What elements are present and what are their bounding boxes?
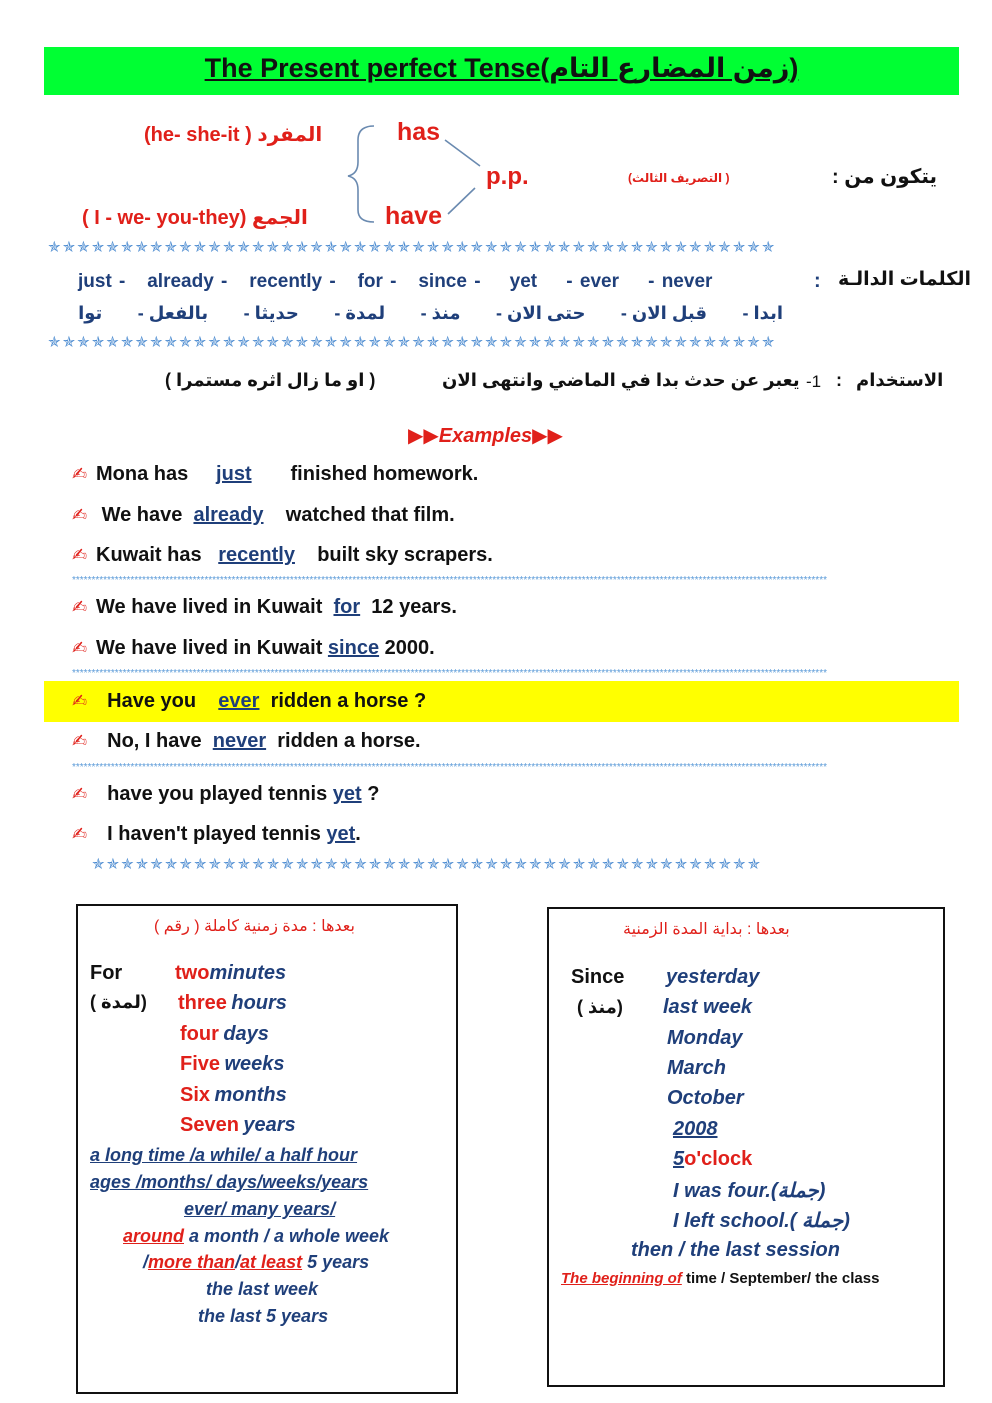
example-keyword: recently	[218, 544, 295, 566]
examples-heading: ▶▶Examples▶▶	[408, 425, 563, 447]
example-row-never	[72, 730, 421, 753]
for-item	[180, 1114, 296, 1137]
for-item-num: three	[178, 992, 227, 1014]
since-word-ar: ( منذ)	[577, 997, 623, 1017]
for-item	[175, 962, 286, 985]
for-item-unit: days	[223, 1023, 269, 1045]
signal-words-label: الكلمات الدالـة	[838, 269, 971, 290]
singular-pronouns	[144, 122, 322, 147]
sw-yet: yet	[509, 271, 538, 292]
for-item-num: two	[175, 962, 210, 984]
slash: /	[235, 1252, 241, 1272]
signal-words-ar	[78, 303, 783, 324]
plural-pronouns	[82, 205, 308, 230]
five-number: 5	[673, 1148, 685, 1170]
star-divider-2: ✯✯✯✯✯✯✯✯✯✯✯✯✯✯✯✯✯✯✯✯✯✯✯✯✯✯✯✯✯✯✯✯✯✯✯✯✯✯✯✯✯✯✯✯✯✯✯✯✯✯	[48, 334, 777, 351]
arrow-line-has	[445, 140, 480, 166]
for-line-4	[123, 1226, 389, 1247]
since-item-year: 2008	[673, 1118, 718, 1140]
example-text: ridden a horse.	[277, 730, 421, 752]
have-word: have	[385, 202, 442, 230]
since-item-monday: Monday	[667, 1027, 743, 1049]
since-box	[547, 907, 945, 1387]
example-keyword: already	[193, 504, 264, 526]
usage-colon: :	[836, 370, 842, 390]
for-item-num: Six	[180, 1084, 211, 1106]
since-item-oclock	[673, 1148, 752, 1171]
for-line-6: the last week	[206, 1279, 319, 1299]
since-item-october: October	[667, 1087, 744, 1109]
for-item-unit: minutes	[209, 962, 287, 984]
pen-icon: ✍	[72, 545, 88, 565]
arrow-line-have	[448, 188, 475, 214]
for-box-header: بعدها : مدة زمنية كاملة ( رقم )	[154, 918, 355, 935]
pen-icon: ✍	[72, 597, 88, 617]
example-keyword: never	[212, 730, 267, 752]
example-keyword: just	[216, 463, 252, 485]
usage-number: -1	[806, 372, 822, 391]
sw-for: for -	[357, 271, 397, 292]
pen-icon: ✍	[72, 464, 88, 484]
usage-text: يعبر عن حدث بدا في الماضي وانتهى الان	[442, 370, 800, 390]
slash: /	[143, 1252, 149, 1272]
third-form-label: (التصريف الثالث )	[628, 171, 730, 185]
sw-ar-hatta: حتى الان -	[495, 303, 586, 323]
page-title: The Present perfect Tense(زمن المضارع التام)	[204, 53, 799, 83]
for-item	[180, 1023, 269, 1046]
for-line-7: the last 5 years	[198, 1306, 329, 1326]
sentence-text: I left school.	[673, 1210, 790, 1232]
example-keyword: ever	[218, 690, 260, 712]
plural-en: ( I - we- you-they)	[82, 207, 247, 229]
for-item-num: Five	[180, 1053, 221, 1075]
for-item	[180, 1084, 287, 1107]
example-text: We have	[101, 504, 183, 526]
since-sentence-2	[673, 1208, 850, 1233]
for-line-1: a long time /a while/ a half hour	[90, 1145, 358, 1165]
example-text: No, I have	[107, 730, 202, 752]
for-line-4-rest: a month / a whole week	[184, 1226, 390, 1246]
example-text: watched that film.	[285, 504, 455, 526]
example-text: .	[355, 823, 361, 845]
pen-icon: ✍	[72, 824, 88, 844]
sw-since: since -	[418, 271, 481, 292]
sentence-ar-label: (جملة)	[770, 1180, 826, 1202]
since-box-header: بعدها : بداية المدة الزمنية	[623, 921, 790, 938]
sw-already: already -	[147, 271, 228, 292]
for-item-unit: years	[243, 1114, 296, 1136]
example-text: We have lived in Kuwait	[96, 637, 323, 659]
for-item-num: four	[180, 1023, 219, 1045]
example-row-yet-negative	[72, 823, 361, 846]
example-keyword: yet	[332, 783, 362, 805]
sw-ar-hadeethan: حديثا -	[243, 303, 299, 323]
for-word: For	[90, 962, 123, 984]
example-row-recently	[72, 544, 493, 567]
example-text: 2000.	[384, 637, 435, 659]
star-divider-1: ✯✯✯✯✯✯✯✯✯✯✯✯✯✯✯✯✯✯✯✯✯✯✯✯✯✯✯✯✯✯✯✯✯✯✯✯✯✯✯✯✯✯✯✯✯✯✯✯✯✯	[48, 239, 777, 256]
sentence-text: I was four.	[673, 1180, 771, 1202]
usage-label: الاستخدام	[856, 370, 944, 390]
example-text: Have you	[107, 690, 197, 712]
beginning-rest: time / September/ the class	[681, 1270, 880, 1287]
example-row-ever	[72, 690, 426, 713]
for-item-unit: months	[214, 1084, 287, 1106]
example-row-for	[72, 596, 457, 619]
dot-divider-2: **************************************************************************************************************************************************************************************************	[72, 668, 827, 679]
signal-colon: :	[814, 270, 821, 292]
sw-ar-limuddat: لمدة -	[334, 303, 386, 323]
since-item-last-week: last week	[663, 996, 752, 1018]
more-than-word: more than	[148, 1252, 236, 1272]
example-row-since	[72, 637, 435, 660]
example-row-yet-question	[72, 783, 379, 806]
pen-icon: ✍	[72, 691, 88, 711]
since-item-yesterday: yesterday	[666, 966, 760, 988]
example-text: ?	[367, 783, 380, 805]
since-item-march: March	[667, 1057, 726, 1079]
for-item-unit: weeks	[224, 1053, 285, 1075]
sw-ever: - ever	[566, 271, 619, 292]
for-item	[178, 992, 287, 1015]
for-box	[76, 904, 458, 1394]
example-text: finished homework.	[290, 463, 479, 485]
dot-divider-3: **************************************************************************************************************************************************************************************************	[72, 762, 827, 773]
example-text: have you played tennis	[107, 783, 328, 805]
for-word-ar: ( لمدة)	[90, 992, 147, 1012]
dot-divider-1: **************************************************************************************************************************************************************************************************	[72, 575, 827, 586]
example-keyword: for	[333, 596, 361, 618]
oclock-word: o'clock	[684, 1148, 753, 1170]
for-line-5	[143, 1252, 369, 1273]
since-sentence-1	[673, 1178, 825, 1203]
example-keyword: since	[327, 637, 380, 659]
since-then: then / the last session	[631, 1239, 840, 1261]
example-text: Mona has	[96, 463, 189, 485]
example-row-already	[72, 504, 455, 527]
signal-words-en	[78, 271, 712, 293]
pen-icon: ✍	[72, 784, 88, 804]
around-word: around	[123, 1226, 184, 1246]
for-item	[180, 1053, 285, 1076]
at-least-word: at least	[240, 1252, 303, 1272]
sw-recently: recently -	[249, 271, 336, 292]
example-keyword: yet	[326, 823, 356, 845]
sw-never: - never	[648, 271, 713, 292]
example-text: I haven't played tennis	[107, 823, 321, 845]
beginning-of: The beginning of	[561, 1270, 682, 1287]
sw-just: just -	[78, 271, 126, 292]
example-text: We have lived in Kuwait	[96, 596, 323, 618]
usage-note: ( او ما زال اثره مستمرا )	[165, 370, 376, 390]
for-line-3: ever/ many years/	[184, 1199, 336, 1219]
has-word: has	[397, 118, 441, 146]
five-years: 5 years	[302, 1252, 370, 1272]
sw-ar-bilfil: بالفعل -	[137, 303, 209, 323]
sentence-ar-label: ( جملة)	[789, 1210, 850, 1232]
sw-ar-tawwan: توا	[78, 303, 103, 323]
consists-of-label: يتكون من :	[832, 166, 938, 188]
example-row-just	[72, 463, 478, 486]
sw-ar-mundhu: منذ -	[420, 303, 461, 323]
since-word: Since	[571, 966, 625, 988]
pen-icon: ✍	[72, 638, 88, 658]
pp-word: p.p.	[486, 163, 529, 190]
singular-ar: المفرد	[257, 124, 323, 146]
curly-brace	[348, 126, 374, 222]
sw-ar-abadan: ابدا -	[742, 303, 783, 323]
for-item-unit: hours	[231, 992, 287, 1014]
title-bar	[44, 47, 959, 95]
for-line-2: ages /months/ days/weeks/years	[90, 1172, 369, 1192]
plural-ar: الجمع	[252, 207, 308, 229]
since-beginning	[561, 1270, 879, 1287]
singular-en: (he- she-it )	[144, 124, 252, 146]
example-text: 12 years.	[371, 596, 457, 618]
for-item-num: Seven	[180, 1114, 239, 1136]
sw-ar-qabl: قبل الان -	[620, 303, 708, 323]
example-text: ridden a horse ?	[270, 690, 427, 712]
pen-icon: ✍	[72, 505, 88, 525]
pen-icon: ✍	[72, 731, 88, 751]
example-text: built sky scrapers.	[317, 544, 493, 566]
example-text: Kuwait has	[96, 544, 202, 566]
star-divider-3: ✯✯✯✯✯✯✯✯✯✯✯✯✯✯✯✯✯✯✯✯✯✯✯✯✯✯✯✯✯✯✯✯✯✯✯✯✯✯✯✯✯✯✯✯✯✯	[92, 856, 763, 873]
